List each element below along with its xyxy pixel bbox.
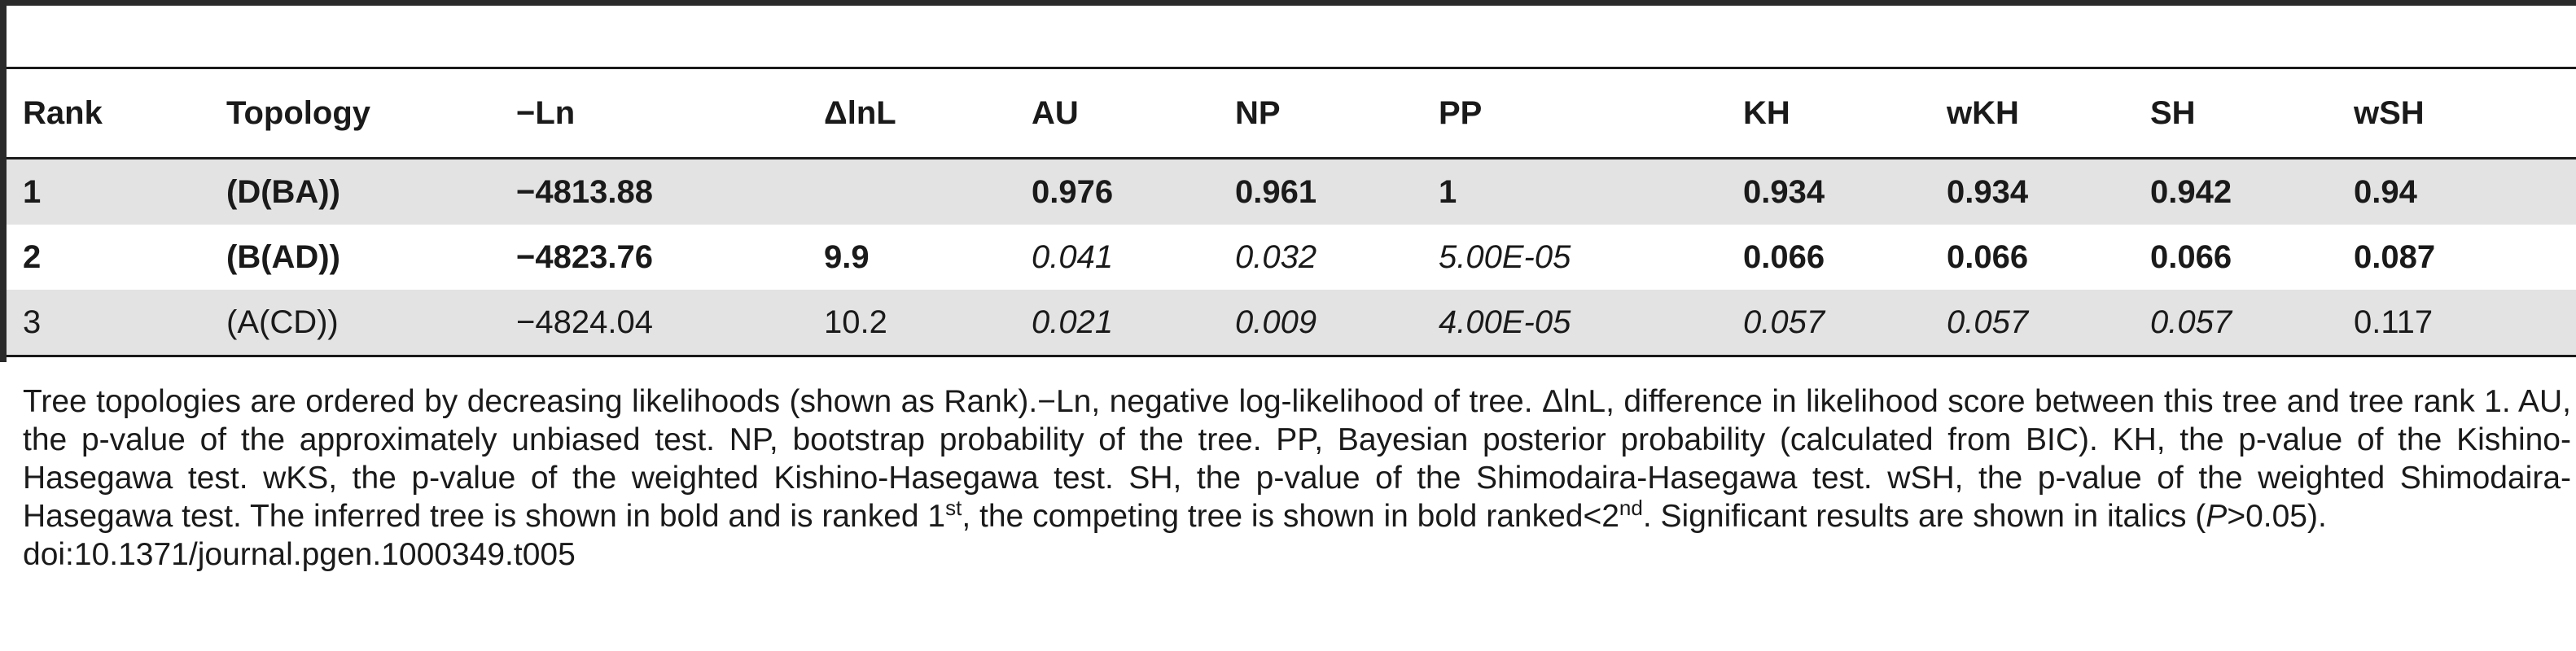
cell-kh: 0.066 (1743, 238, 1825, 275)
cell-pp: 1 (1439, 173, 1457, 210)
cell-ln: −4813.88 (516, 173, 653, 210)
caption-part3: . Significant results are shown in italics ( (1642, 499, 2206, 534)
cell-au: 0.021 (1032, 304, 1114, 340)
caption-part4: >0.05). (2227, 499, 2327, 534)
cell-kh: 0.057 (1743, 304, 1825, 340)
cell-np: 0.961 (1235, 173, 1317, 210)
doi-text: doi:10.1371/journal.pgen.1000349.t005 (23, 537, 576, 572)
caption-sup-nd: nd (1619, 496, 1643, 520)
header-ln: −Ln (516, 94, 576, 131)
cell-np: 0.032 (1235, 238, 1317, 275)
left-border (0, 0, 7, 362)
cell-pp: 5.00E-05 (1439, 238, 1571, 275)
cell-ln: −4824.04 (516, 304, 653, 340)
caption-sup-st: st (945, 496, 962, 520)
cell-sh: 0.942 (2150, 173, 2232, 210)
cell-kh: 0.934 (1743, 173, 1825, 210)
caption-text (23, 382, 2571, 535)
cell-topology: (A(CD)) (226, 304, 339, 340)
header-au: AU (1032, 94, 1079, 131)
table-row (7, 290, 2576, 356)
results-table-container (7, 67, 2576, 357)
cell-wsh: 0.087 (2354, 238, 2436, 275)
cell-au: 0.041 (1032, 238, 1114, 275)
table-row (7, 225, 2576, 290)
cell-wkh: 0.934 (1947, 173, 2029, 210)
table-row (7, 159, 2576, 225)
header-wsh: wSH (2354, 94, 2425, 131)
header-topology: Topology (226, 94, 370, 131)
cell-dlnl (808, 159, 1015, 225)
results-table (7, 67, 2576, 357)
header-np: NP (1235, 94, 1281, 131)
cell-rank: 2 (23, 238, 42, 275)
cell-ln: −4823.76 (516, 238, 653, 275)
cell-wsh: 0.117 (2354, 304, 2434, 340)
cell-pp: 4.00E-05 (1439, 304, 1571, 340)
header-kh: KH (1743, 94, 1790, 131)
caption-part1: Tree topologies are ordered by decreasing likelihoods (shown as Rank).−Ln, negative log-likelihood of tree. ΔlnL, difference in likelihood score between this tree and tree rank 1. AU, the p-value of the approximately unbiased test. NP, bootstrap probability of the tree. PP, Bayesian posterior probability (calculated from BIC). KH, the p-value of the Kishino-Hasegawa test. wKS, the p-value of the weighted Kishino-Hasegawa test. SH, the p-value of the Shimodaira-Hasegawa test. wSH, the p-value of the weighted Shimodaira-Hasegawa test. The inferred tree is shown in bold and is ranked 1 (23, 384, 2571, 534)
cell-sh: 0.057 (2150, 304, 2232, 340)
cell-rank: 3 (23, 304, 42, 340)
top-border (0, 0, 2576, 6)
cell-topology: (D(BA)) (226, 173, 340, 210)
cell-au: 0.976 (1032, 173, 1114, 210)
cell-dlnl: 9.9 (824, 238, 870, 275)
header-rank: Rank (23, 94, 103, 131)
cell-dlnl: 10.2 (824, 304, 887, 340)
cell-wsh: 0.94 (2354, 173, 2417, 210)
header-wkh: wKH (1947, 94, 2019, 131)
header-pp: PP (1439, 94, 1483, 131)
cell-topology: (B(AD)) (226, 238, 340, 275)
header-sh: SH (2150, 94, 2196, 131)
cell-wkh: 0.066 (1947, 238, 2029, 275)
table-caption (23, 382, 2571, 574)
caption-part2: , the competing tree is shown in bold ranked<2 (962, 499, 1619, 534)
cell-sh: 0.066 (2150, 238, 2232, 275)
cell-np: 0.009 (1235, 304, 1317, 340)
caption-p-symbol: P (2206, 499, 2228, 534)
header-dlnl: ΔlnL (824, 94, 896, 131)
cell-wkh: 0.057 (1947, 304, 2029, 340)
cell-rank: 1 (23, 173, 42, 210)
table-header-row (7, 68, 2576, 159)
